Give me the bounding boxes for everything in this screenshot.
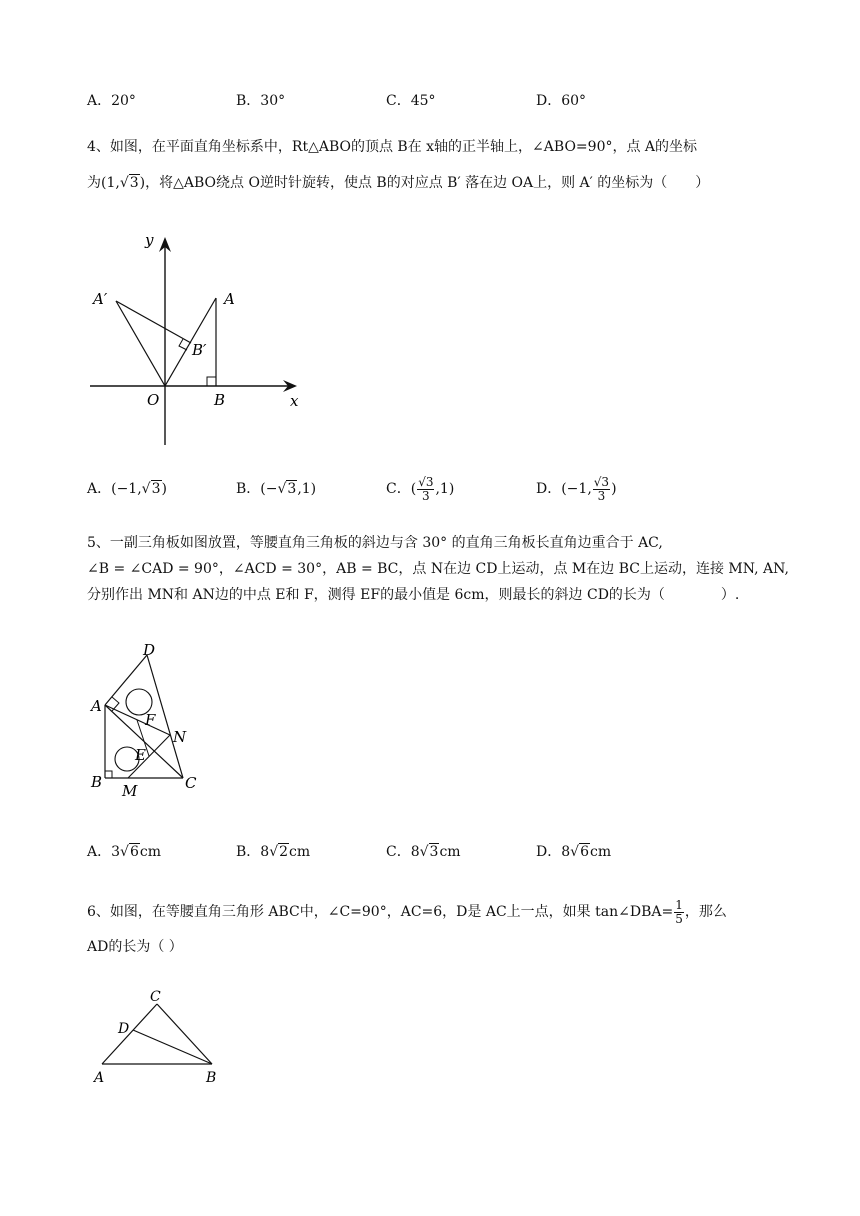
q5-text-line2: ∠B = ∠CAD = 90°，∠ACD = 30°，AB = BC，点 N在边 CD上运动，点 M在边 BC上运动，连接 MN, AN, (87, 561, 789, 577)
label-A: A (94, 1070, 105, 1086)
label-C: C (185, 774, 197, 792)
q5-text-line3: 分别作出 MN和 AN边的中点 E和 F，测得 EF的最小值是 6cm，则最长的斜边 CD的长为（ ）. (87, 587, 740, 603)
label-B: B (91, 773, 103, 791)
label-A-prime: A′ (93, 290, 108, 308)
q3-option-c: C．45° (386, 93, 436, 109)
q5-option-a: A．3√6cm (87, 844, 161, 860)
q5-figure (85, 635, 215, 805)
q5-option-d: D．8√6cm (536, 844, 612, 860)
label-E: E (135, 746, 146, 764)
label-A: A (91, 697, 102, 715)
label-O: O (147, 391, 160, 409)
label-N: N (173, 728, 187, 746)
q5-option-b: B．8√2cm (236, 844, 311, 860)
q4-option-d: D．(−1, $\frac{√3}{3}$ ) (536, 474, 617, 503)
label-A: A (224, 290, 235, 308)
q6-figure (88, 985, 238, 1090)
label-D: D (118, 1021, 130, 1037)
q3-option-d: D．60° (536, 93, 587, 109)
q4-text-line1: 4、如图，在平面直角坐标系中，Rt△ABO的顶点 B在 x轴的正半轴上，∠ABO=90°，点 A的坐标 (87, 139, 698, 155)
q6-text-line1: 6、如图，在等腰直角三角形 ABC中，∠C=90°，AC=6，D是 AC上一点，如果 tan∠DBA= $\frac{1}{5}$ ，那么 (87, 897, 727, 926)
segment-OA-prime (116, 301, 165, 386)
q4-figure (85, 225, 315, 450)
segment-CB (157, 1004, 212, 1064)
q4-text-line2: 为(1,√3)，将△ABO绕点 O逆时针旋转，使点 B的对应点 B′ 落在边 OA上，则 A′ 的坐标为（ ） (87, 175, 710, 191)
segment-OA (165, 298, 216, 386)
segment-AC (102, 1004, 157, 1064)
right-angle-mark-B (207, 377, 216, 386)
q4-option-a: A．(−1,√3) (87, 481, 167, 497)
segment-DB (133, 1030, 212, 1064)
q4-option-b: B．(−√3,1) (236, 481, 317, 497)
label-D: D (143, 641, 156, 659)
right-angle-mark-B (105, 771, 112, 778)
q3-option-a: A．20° (87, 93, 136, 109)
label-B: B (214, 391, 226, 409)
q3-option-b: B．30° (236, 93, 286, 109)
label-M: M (122, 782, 138, 800)
q5-text-line1: 5、一副三角板如图放置，等腰直角三角板的斜边与含 30° 的直角三角板长直角边重合于 AC, (87, 535, 663, 551)
segment-A-prime-B-prime (116, 301, 191, 343)
label-C: C (150, 989, 161, 1005)
label-B-prime: B′ (192, 341, 207, 359)
q6-text-line2: AD的长为（ ） (87, 939, 183, 955)
q5-option-c: C．8√3cm (386, 844, 461, 860)
label-F: F (145, 711, 156, 729)
label-x: x (290, 392, 299, 410)
label-B: B (206, 1070, 217, 1086)
q4-option-c: C．( $\frac{√3}{3}$ ,1) (386, 474, 455, 503)
label-y: y (145, 231, 154, 249)
segment-AD (105, 655, 147, 705)
